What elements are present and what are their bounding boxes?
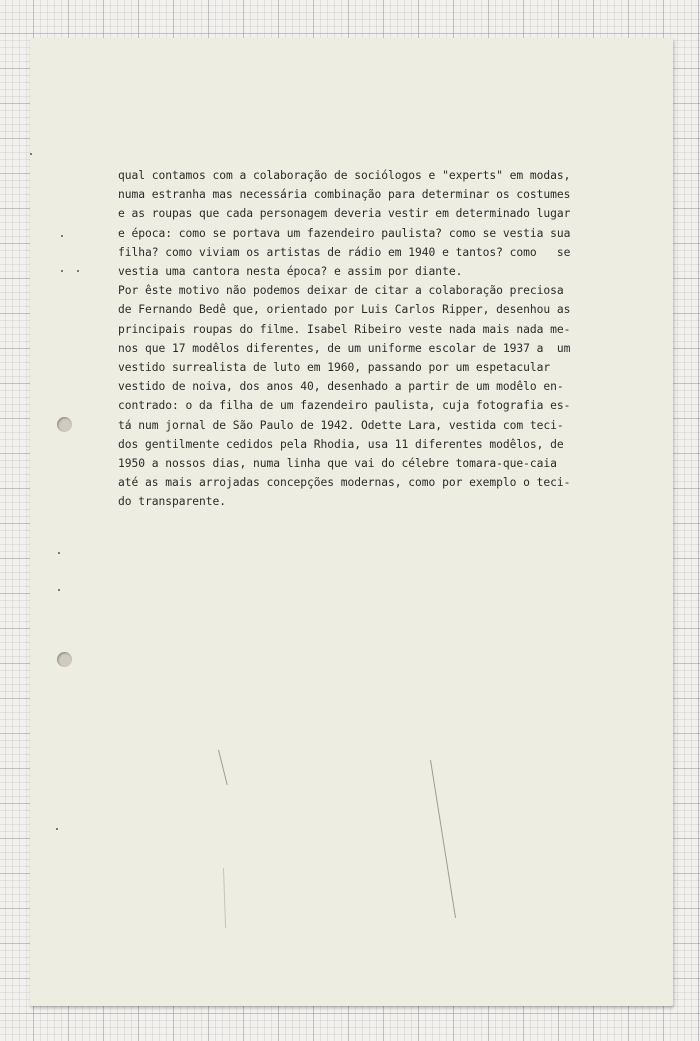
text-line: filha? como viviam os artistas de rádio em 1940 e tantos? como se (118, 245, 571, 259)
text-line: 1950 a nossos dias, numa linha que vai do célebre tomara-que-caia (118, 457, 557, 471)
paper-crease (218, 750, 228, 785)
punch-hole-bottom (57, 652, 72, 667)
ink-speck (61, 270, 63, 272)
text-line: Por êste motivo não podemos deixar de citar a colaboração preciosa (118, 284, 564, 298)
typed-text-block (118, 166, 648, 512)
text-line: vestia uma cantora nesta época? e assim por diante. (118, 265, 463, 279)
text-line: do transparente. (118, 495, 227, 509)
paper-crease (430, 760, 456, 918)
typed-page (30, 38, 673, 1006)
punch-hole-top (57, 417, 72, 432)
ink-speck (56, 828, 58, 830)
text-line: e época: como se portava um fazendeiro paulista? como se vestia sua (118, 226, 571, 240)
text-line: numa estranha mas necessária combinação para determinar os costumes (118, 188, 571, 202)
text-line: principais roupas do filme. Isabel Ribeiro veste nada mais nada me- (118, 322, 571, 336)
ink-speck (58, 552, 60, 554)
text-line: dos gentilmente cedidos pela Rhodia, usa 11 diferentes modêlos, de (118, 437, 564, 451)
ink-speck (77, 270, 79, 272)
ink-speck (58, 589, 60, 591)
text-line: tá num jornal de São Paulo de 1942. Odette Lara, vestida com teci- (118, 418, 564, 432)
text-line: contrado: o da filha de um fazendeiro paulista, cuja fotografia es- (118, 399, 571, 413)
text-line: de Fernando Bedê que, orientado por Luis Carlos Ripper, desenhou as (118, 303, 571, 317)
text-line: até as mais arrojadas concepções modernas, como por exemplo o teci- (118, 476, 571, 490)
text-line: vestido de noiva, dos anos 40, desenhado a partir de um modêlo en- (118, 380, 564, 394)
ink-speck (61, 235, 63, 237)
paper-crease (223, 868, 226, 928)
ink-speck (30, 153, 32, 155)
text-line: nos que 17 modêlos diferentes, de um uniforme escolar de 1937 a um (118, 341, 571, 355)
text-line: qual contamos com a colaboração de sociólogos e "experts" em modas, (118, 169, 571, 182)
text-line: e as roupas que cada personagem deveria vestir em determinado lugar (118, 207, 571, 221)
text-line: vestido surrealista de luto em 1960, passando por um espetacular (118, 361, 551, 375)
